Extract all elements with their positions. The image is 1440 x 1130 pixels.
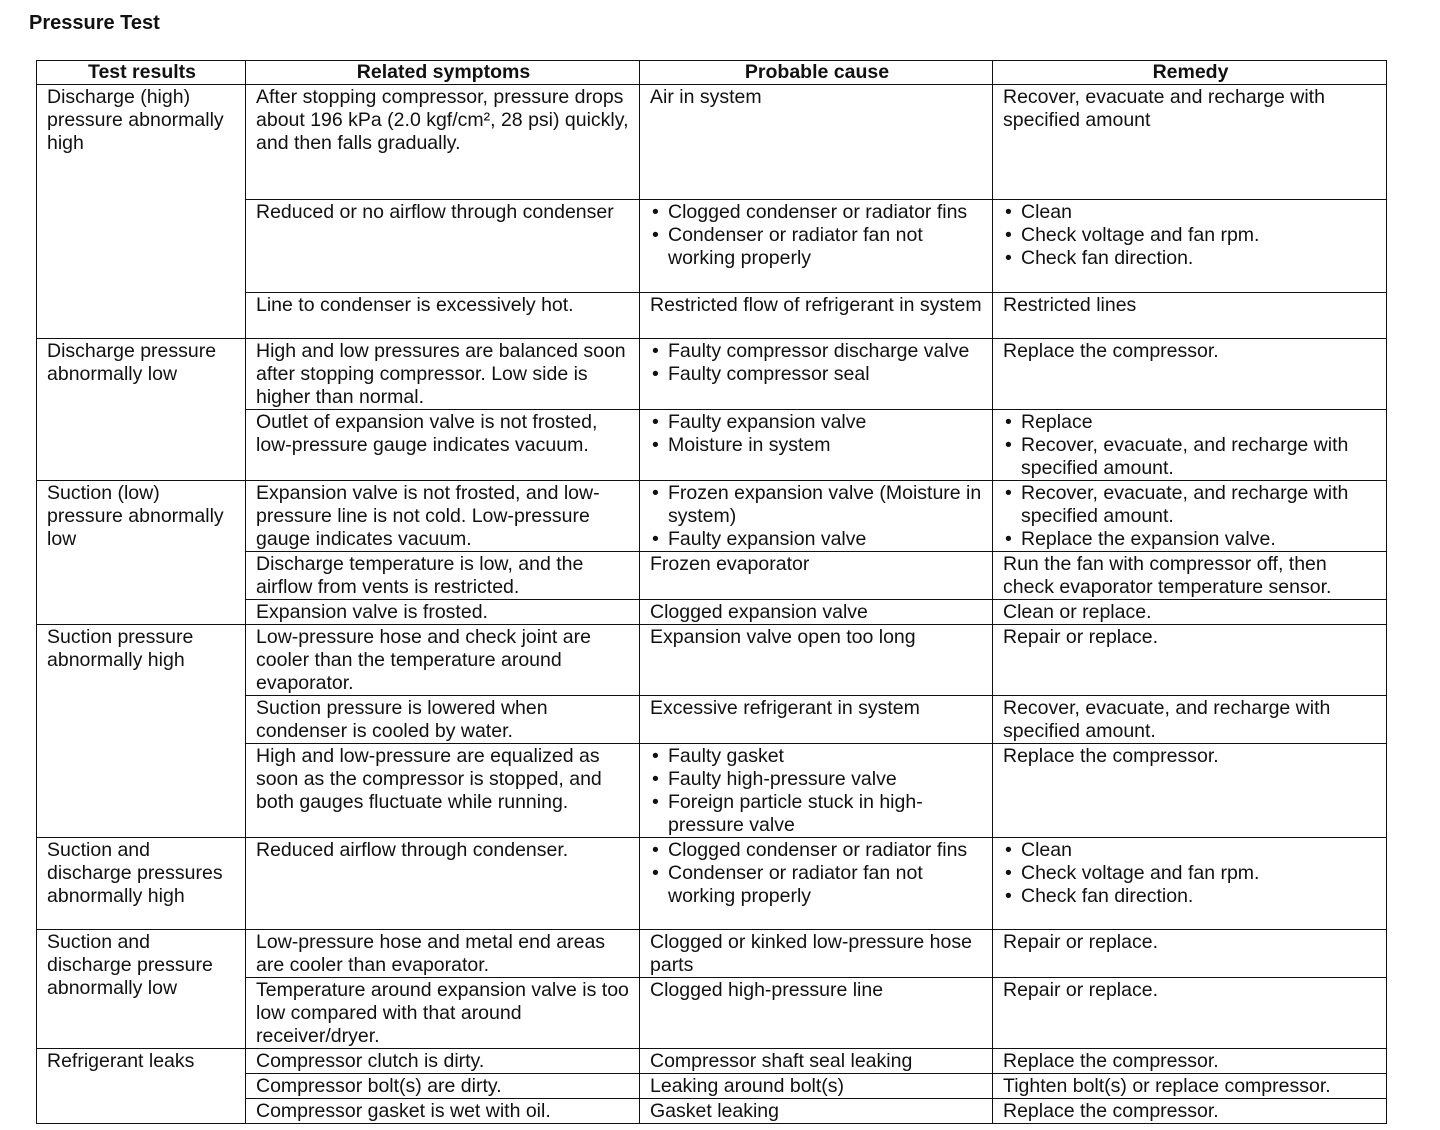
bullet-item: • Clean [1003, 839, 1378, 862]
cell-text: Air in system [650, 86, 762, 108]
remedy-cell [993, 696, 1387, 744]
page-title: Pressure Test [29, 12, 160, 34]
bullet-item: • Clogged condenser or radiator fins [650, 839, 984, 862]
cell-text: Gasket leaking [650, 1100, 779, 1122]
symptom-cell: Reduced or no airflow through condenser [246, 200, 640, 293]
symptom-cell: Compressor gasket is wet with oil. [246, 1099, 640, 1124]
bullet-item: • Recover, evacuate, and recharge with specified amount. [1003, 434, 1378, 480]
pressure-test-table [36, 60, 1387, 1124]
bullet-item: • Recover, evacuate, and recharge with specified amount. [1003, 482, 1378, 528]
header-test-results: Test results [37, 61, 246, 85]
cause-cell [640, 481, 993, 552]
bullet-item: • Check fan direction. [1003, 885, 1378, 908]
bullet-list [650, 201, 984, 270]
cause-cell [640, 339, 993, 410]
symptom-cell: Low-pressure hose and check joint are cooler than the temperature around evaporator. [246, 625, 640, 696]
symptom-cell: Line to condenser is excessively hot. [246, 293, 640, 339]
symptom-cell: Expansion valve is not frosted, and low-pressure line is not cold. Low-pressure gauge indicates vacuum. [246, 481, 640, 552]
remedy-cell [993, 481, 1387, 552]
bullet-item: • Clogged condenser or radiator fins [650, 201, 984, 224]
header-probable-cause: Probable cause [640, 61, 993, 85]
table-row [37, 625, 1387, 696]
cell-text: Leaking around bolt(s) [650, 1075, 845, 1097]
remedy-cell [993, 293, 1387, 339]
bullet-list [650, 340, 984, 386]
bullet-item: • Check voltage and fan rpm. [1003, 224, 1378, 247]
bullet-item: • Faulty expansion valve [650, 528, 984, 551]
test-result-cell: Suction and discharge pressures abnormally high [37, 838, 246, 930]
remedy-cell [993, 978, 1387, 1049]
cause-cell [640, 85, 993, 200]
remedy-cell [993, 552, 1387, 600]
table-row [37, 838, 1387, 930]
remedy-cell [993, 838, 1387, 930]
cause-cell [640, 293, 993, 339]
bullet-item: • Faulty high-pressure valve [650, 768, 984, 791]
bullet-item: • Condenser or radiator fan not working properly [650, 224, 984, 270]
cause-cell [640, 200, 993, 293]
bullet-item: • Faulty gasket [650, 745, 984, 768]
test-result-cell: Discharge pressure abnormally low [37, 339, 246, 481]
cell-text: Restricted flow of refrigerant in system [650, 294, 982, 316]
table-row [37, 481, 1387, 552]
cause-cell [640, 744, 993, 838]
cell-text: Restricted lines [1003, 294, 1137, 316]
header-related-symptoms: Related symptoms [246, 61, 640, 85]
symptom-cell: Low-pressure hose and metal end areas are cooler than evaporator. [246, 930, 640, 978]
cell-text: Recover, evacuate, and recharge with specified amount. [1003, 697, 1331, 742]
cause-cell [640, 838, 993, 930]
test-result-cell: Suction (low) pressure abnormally low [37, 481, 246, 625]
bullet-item: • Frozen expansion valve (Moisture in system) [650, 482, 984, 528]
cause-cell [640, 625, 993, 696]
bullet-item: • Condenser or radiator fan not working properly [650, 862, 984, 908]
cell-text: Replace the compressor. [1003, 340, 1219, 362]
table-row [37, 85, 1387, 200]
bullet-item: • Replace the expansion valve. [1003, 528, 1378, 551]
bullet-list [650, 411, 984, 457]
cell-text: Recover, evacuate and recharge with specified amount [1003, 86, 1325, 131]
cell-text: Clean or replace. [1003, 601, 1152, 623]
test-result-cell: Discharge (high) pressure abnormally high [37, 85, 246, 339]
bullet-item: • Faulty compressor seal [650, 363, 984, 386]
table-row [37, 1049, 1387, 1074]
cell-text: Expansion valve open too long [650, 626, 916, 648]
cause-cell [640, 1049, 993, 1074]
remedy-cell [993, 744, 1387, 838]
symptom-cell: High and low-pressure are equalized as soon as the compressor is stopped, and both gauges fluctuate while running. [246, 744, 640, 838]
remedy-cell [993, 625, 1387, 696]
cell-text: Run the fan with compressor off, then check evaporator temperature sensor. [1003, 553, 1332, 598]
test-result-cell: Suction pressure abnormally high [37, 625, 246, 838]
cause-cell [640, 410, 993, 481]
cell-text: Tighten bolt(s) or replace compressor. [1003, 1075, 1331, 1097]
table-header-row [37, 61, 1387, 85]
cell-text: Compressor shaft seal leaking [650, 1050, 913, 1072]
header-remedy: Remedy [993, 61, 1387, 85]
bullet-list [650, 745, 984, 837]
cell-text: Repair or replace. [1003, 931, 1158, 953]
symptom-cell: Temperature around expansion valve is too low compared with that around receiver/dryer. [246, 978, 640, 1049]
remedy-cell [993, 930, 1387, 978]
cell-text: Clogged expansion valve [650, 601, 868, 623]
cell-text: Frozen evaporator [650, 553, 810, 575]
bullet-item: • Clean [1003, 201, 1378, 224]
table-body [37, 85, 1387, 1124]
bullet-list [650, 839, 984, 908]
cell-text: Clogged high-pressure line [650, 979, 884, 1001]
cause-cell [640, 696, 993, 744]
cell-text: Excessive refrigerant in system [650, 697, 920, 719]
remedy-cell [993, 410, 1387, 481]
bullet-list [1003, 839, 1378, 908]
table-row [37, 339, 1387, 410]
remedy-cell [993, 85, 1387, 200]
bullet-list [1003, 482, 1378, 551]
bullet-item: • Moisture in system [650, 434, 984, 457]
bullet-list [1003, 201, 1378, 270]
test-result-cell: Suction and discharge pressure abnormally low [37, 930, 246, 1049]
bullet-item: • Faulty expansion valve [650, 411, 984, 434]
cell-text: Clogged or kinked low-pressure hose parts [650, 931, 972, 976]
symptom-cell: High and low pressures are balanced soon after stopping compressor. Low side is higher than normal. [246, 339, 640, 410]
cell-text: Replace the compressor. [1003, 1100, 1219, 1122]
bullet-list [1003, 411, 1378, 480]
symptom-cell: Reduced airflow through condenser. [246, 838, 640, 930]
bullet-list [650, 482, 984, 551]
remedy-cell [993, 1099, 1387, 1124]
symptom-cell: Compressor bolt(s) are dirty. [246, 1074, 640, 1099]
cause-cell [640, 600, 993, 625]
remedy-cell [993, 1049, 1387, 1074]
bullet-item: • Faulty compressor discharge valve [650, 340, 984, 363]
cause-cell [640, 1099, 993, 1124]
cell-text: Repair or replace. [1003, 979, 1158, 1001]
cell-text: Repair or replace. [1003, 626, 1158, 648]
symptom-cell: Outlet of expansion valve is not frosted, low-pressure gauge indicates vacuum. [246, 410, 640, 481]
bullet-item: • Replace [1003, 411, 1378, 434]
symptom-cell: Expansion valve is frosted. [246, 600, 640, 625]
symptom-cell: Suction pressure is lowered when condenser is cooled by water. [246, 696, 640, 744]
cause-cell [640, 930, 993, 978]
test-result-cell: Refrigerant leaks [37, 1049, 246, 1124]
bullet-item: • Check voltage and fan rpm. [1003, 862, 1378, 885]
cause-cell [640, 552, 993, 600]
symptom-cell: Compressor clutch is dirty. [246, 1049, 640, 1074]
cell-text: Replace the compressor. [1003, 745, 1219, 767]
cause-cell [640, 978, 993, 1049]
remedy-cell [993, 600, 1387, 625]
remedy-cell [993, 339, 1387, 410]
symptom-cell: After stopping compressor, pressure drops about 196 kPa (2.0 kgf/cm², 28 psi) quickly, and then falls gradually. [246, 85, 640, 200]
remedy-cell [993, 1074, 1387, 1099]
table-row [37, 930, 1387, 978]
cause-cell [640, 1074, 993, 1099]
cell-text: Replace the compressor. [1003, 1050, 1219, 1072]
remedy-cell [993, 200, 1387, 293]
symptom-cell: Discharge temperature is low, and the airflow from vents is restricted. [246, 552, 640, 600]
bullet-item: • Foreign particle stuck in high-pressure valve [650, 791, 984, 837]
bullet-item: • Check fan direction. [1003, 247, 1378, 270]
